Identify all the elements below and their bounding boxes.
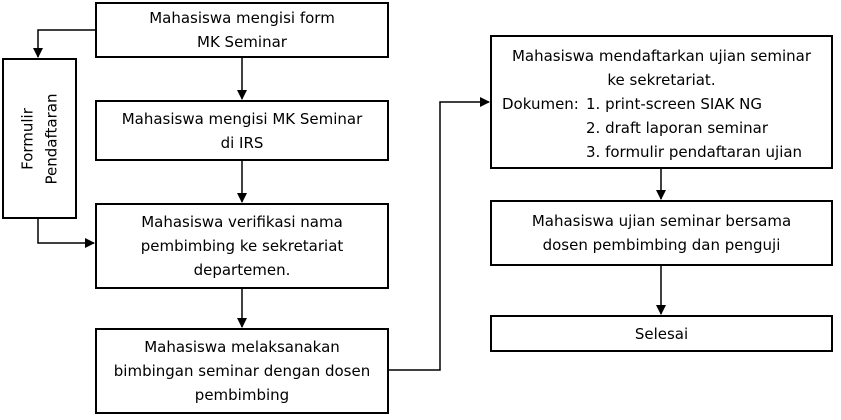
step-fill-form-line2: MK Seminar <box>197 33 287 51</box>
document-list-row-1 <box>492 92 831 116</box>
document-list-row-3 <box>492 140 831 164</box>
step-seminar-exam-line1: Mahasiswa ujian seminar bersama <box>531 212 792 230</box>
step-guidance-line3: pembimbing <box>194 386 290 404</box>
step-guidance <box>95 328 389 414</box>
step-verify-supervisor-line2: pembimbing ke sekretariat <box>140 237 344 255</box>
document-list-row-2 <box>492 116 831 140</box>
step-register-exam <box>490 35 833 169</box>
step-verify-supervisor <box>95 203 389 289</box>
step-finish <box>490 315 833 352</box>
step-guidance-line1: Mahasiswa melaksanakan <box>144 338 340 356</box>
step-register-exam-line1: Mahasiswa mendaftarkan ujian seminar <box>511 47 812 65</box>
step-finish-label: Selesai <box>634 324 689 343</box>
arrow-s4-to-s5 <box>389 102 489 370</box>
step-guidance-line2: bimbingan seminar dengan dosen <box>113 362 371 380</box>
step-register-exam-line2: ke sekretariat. <box>607 71 716 89</box>
arrow-form-to-s3 <box>38 219 94 243</box>
form-registration-box <box>2 58 77 219</box>
form-label-line1: Formulir <box>18 107 37 170</box>
step-verify-supervisor-line1: Mahasiswa verifikasi nama <box>141 213 343 231</box>
form-label-line2: Pendaftaran <box>42 93 61 184</box>
arrow-s1-to-form <box>38 30 95 57</box>
document-item-2: 2. draft laporan seminar <box>586 119 769 137</box>
step-fill-irs <box>95 100 389 161</box>
document-item-3: 3. formulir pendaftaran ujian <box>586 143 803 161</box>
step-verify-supervisor-line3: departemen. <box>193 261 291 279</box>
step-fill-irs-line1: Mahasiswa mengisi MK Seminar <box>121 109 363 128</box>
step-fill-irs-line2: di IRS <box>220 133 264 152</box>
step-fill-form-line1: Mahasiswa mengisi form <box>149 9 335 27</box>
step-seminar-exam-line2: dosen pembimbing dan penguji <box>542 236 781 254</box>
document-label: Dokumen: <box>502 95 579 113</box>
document-item-1: 1. print-screen SIAK NG <box>586 95 763 113</box>
step-seminar-exam <box>490 200 833 266</box>
step-fill-form <box>95 2 389 58</box>
